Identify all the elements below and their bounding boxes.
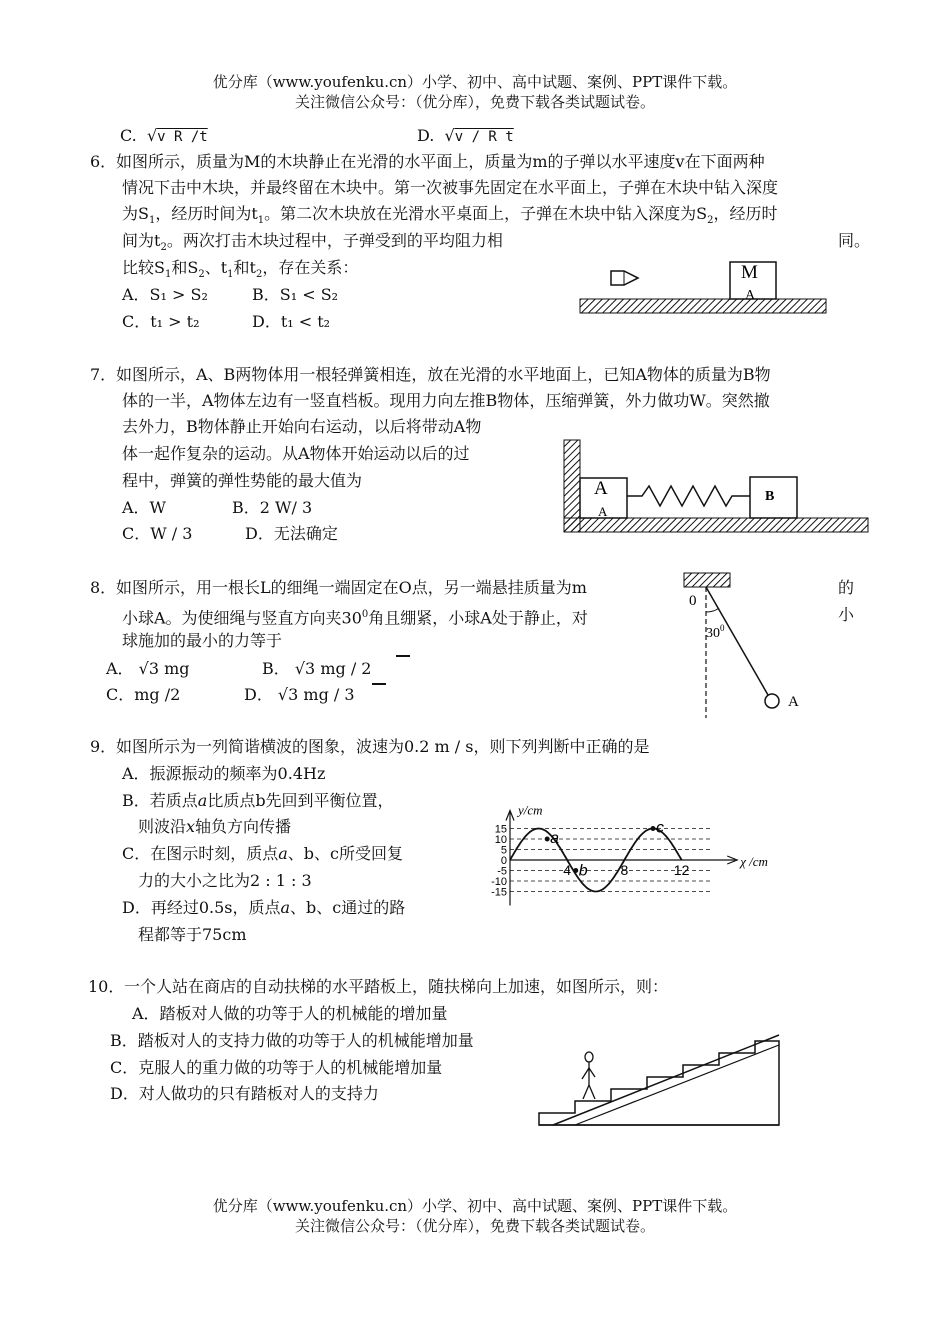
q6-line-4-end: 同。 [838, 231, 871, 250]
wave-chart-point-label: c [656, 819, 664, 837]
q7-line-3: 去外力，B物体静止开始向右运动，以后将带动A物 [122, 417, 482, 436]
q10-number: 10． [88, 977, 125, 996]
q10-figure [535, 1025, 790, 1130]
q8-overbar-2 [372, 683, 386, 685]
q5-option-c: C. √v R /t [120, 126, 208, 145]
q9-option-b-1: B．若质点a比质点b先回到平衡位置， [122, 791, 394, 810]
q10-option-b: B．踏板对人的支持力做的功等于人的机械能增加量 [110, 1031, 474, 1050]
q6-line-3: 为$S_1$，经历时间为$t_1$。第二次木块放在光滑水平桌面上，子弹在木块中钻入深度为$S_2$，经历时 [122, 204, 778, 227]
q7-block-a-label-2: A [598, 504, 608, 519]
q8-option-b: B． √3 mg / 2 [262, 659, 372, 678]
wave-chart-y-tick: 15 [494, 823, 507, 836]
q6-ground [580, 299, 826, 313]
q8-line-2: 小球A。为使细绳与竖直方向夹$30^0$角且绷紧，小球A处于静止，对 [122, 608, 588, 628]
q7-block-a-label: A [594, 478, 608, 499]
footer-line-1: 优分库（www.youfenku.cn）小学、初中、高中试题、案例、PPT课件下载。 [212, 1197, 738, 1215]
wave-chart-y-label: y/cm [518, 802, 543, 818]
wave-chart-y-tick: 10 [494, 834, 507, 846]
spring-icon [627, 486, 750, 506]
wave-chart-x-tick: 8 [620, 862, 629, 878]
q9-line-1: 如图所示为一列简谐横波的图象，波速为0.2 m / s，则下列判断中正确的是 [116, 737, 650, 756]
wave-chart-point-label: b [578, 862, 588, 880]
q7-option-d: D．无法确定 [245, 524, 338, 543]
q9-option-c-1: C．在图示时刻，质点a、b、c所受回复 [122, 844, 404, 863]
wave-chart-y-tick: -10 [491, 876, 507, 888]
q9-number: 9． [90, 737, 117, 756]
q8-line-1-end: 的 [838, 578, 855, 597]
header-line-1: 优分库（www.youfenku.cn）小学、初中、高中试题、案例、PPT课件下载。 [212, 73, 738, 91]
q8-line-3: 球施加的最小的力等于 [122, 631, 283, 650]
wave-chart-y-tick: 0 [500, 855, 507, 867]
q6-figure [575, 255, 830, 320]
q8-line-2-end: 小 [838, 605, 855, 624]
q7-option-b: B．2 W/ 3 [232, 498, 313, 517]
wave-chart-point-a [545, 837, 550, 842]
q6-option-d: D．t₁ < t₂ [252, 312, 331, 331]
wave-chart-point-label: a [550, 830, 560, 847]
wave-chart-y-tick: -15 [491, 886, 507, 899]
q7-number: 7． [90, 365, 117, 384]
q10-option-a: A．踏板对人做的功等于人的机械能的增加量 [132, 1004, 448, 1023]
q8-option-c: C．mg /2 [106, 685, 181, 704]
q8-point-o-label: 0 [689, 593, 697, 609]
q7-line-2: 体的一半，A物体左边有一竖直档板。现用力向左推B物体，压缩弹簧，外力做功W。突然撤 [122, 391, 770, 410]
q7-line-1: 如图所示，A、B两物体用一根轻弹簧相连，放在光滑的水平地面上，已知A物体的质量为B物 [116, 365, 771, 384]
wave-chart-point-b [573, 868, 578, 873]
q8-option-d: D． √3 mg / 3 [244, 685, 355, 704]
q8-angle-label: $30^0$ [706, 623, 725, 641]
q10-line-1: 一个人站在商店的自动扶梯的水平踏板上，随扶梯向上加速，如图所示，则： [124, 977, 669, 996]
q7-figure [560, 436, 872, 536]
q8-option-a: A． √3 mg [106, 659, 190, 678]
q7-line-5: 程中，弹簧的弹性势能的最大值为 [122, 471, 363, 490]
q6-option-c: C．t₁ > t₂ [122, 312, 200, 331]
q8-line-1: 如图所示，用一根长L的细绳一端固定在O点，另一端悬挂质量为m [116, 578, 587, 597]
wave-chart-x-tick: 4 [563, 862, 572, 878]
footer-line-2: 关注微信公众号：（优分库），免费下载各类试题试卷。 [294, 1217, 655, 1235]
q8-number: 8． [90, 578, 117, 597]
q10-option-c: C．克服人的重力做的功等于人的机械能增加量 [110, 1058, 443, 1077]
q7-line-4: 体一起作复杂的运动。从A物体开始运动以后的过 [122, 444, 470, 463]
q8-ball-label: A [788, 694, 799, 710]
q9-option-d-2: 程都等于75cm [138, 925, 247, 944]
q7-option-a: A．W [122, 498, 167, 517]
q6-line-2: 情况下击中木块，并最终留在木块中。第一次被事先固定在水平面上，子弹在木块中钻入深度 [122, 178, 779, 197]
q6-number: 6． [90, 152, 117, 171]
q8-ceiling [684, 573, 730, 587]
wave-chart-x-tick: 12 [673, 862, 690, 878]
q6-line-4: 间为$t_2$。两次打击木块过程中，子弹受到的平均阻力相 [122, 231, 503, 254]
person-icon [582, 1052, 595, 1099]
wave-chart-point-c [651, 826, 656, 831]
q8-string [706, 587, 768, 695]
q10-option-d: D．对人做功的只有踏板对人的支持力 [110, 1084, 379, 1103]
wave-chart-x-label: χ /cm [740, 854, 768, 869]
q9-option-a: A．振源振动的频率为0.4Hz [122, 764, 326, 783]
wave-chart [480, 790, 800, 920]
q6-block-label: M [741, 262, 758, 283]
q8-figure [680, 570, 810, 720]
wave-chart-y-tick: 5 [500, 844, 507, 857]
q8-ball [765, 694, 779, 708]
wave-chart-y-tick: -5 [497, 865, 507, 878]
q6-block-label-2: A [745, 288, 756, 303]
q6-option-a: A．S₁ > S₂ [122, 285, 208, 304]
q6-line-1: 如图所示，质量为M的木块静止在光滑的水平面上，质量为m的子弹以水平速度v在下面两种 [116, 152, 765, 171]
q9-option-d-1: D．再经过0.5s，质点a、b、c通过的路 [122, 898, 406, 917]
q6-option-b: B．S₁ < S₂ [252, 285, 339, 304]
header-line-2: 关注微信公众号：（优分库），免费下载各类试题试卷。 [294, 93, 655, 111]
q6-line-5: 比较$S_1$和$S_2$、$t_1$和$t_2$，存在关系： [122, 258, 359, 281]
q7-option-c: C．W / 3 [122, 524, 193, 543]
q9-option-b-2: 则波沿x轴负方向传播 [138, 817, 292, 836]
q7-ground [564, 518, 868, 532]
q8-overbar-1 [396, 655, 410, 657]
q8-angle-arc [706, 608, 719, 612]
q5-option-d: D. √v / R t [417, 126, 514, 145]
q7-block-b-label: B [765, 489, 775, 504]
q9-option-c-2: 力的大小之比为2 : 1 : 3 [138, 871, 312, 890]
